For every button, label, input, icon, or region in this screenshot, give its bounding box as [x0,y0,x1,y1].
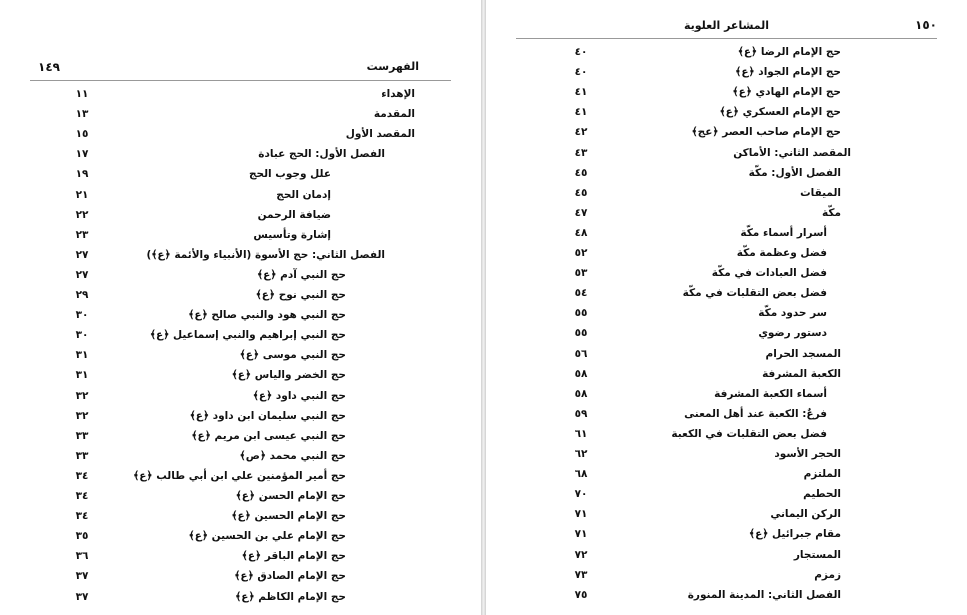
toc-entry-page-number: ٤٨ [574,226,588,239]
toc-entry-title: حج النبي آدم ﴿ع﴾ [257,268,346,281]
toc-entry-title: فرعٌ: الكعبة عند أهل المعنى [684,407,827,420]
toc-entry-title: حج الإمام الهادي ﴿ع﴾ [732,86,841,99]
toc-entry [0,506,481,526]
toc-entry-title: الميقات [800,186,841,199]
table-of-contents-left [0,0,481,615]
toc-entry [486,545,967,565]
toc-entry [0,185,481,205]
toc-entry-page-number: ٥٨ [574,367,588,380]
toc-entry-title: الحطيم [803,488,841,501]
toc-entry-page-number: ٣٤ [75,490,89,502]
toc-entry-page-number: ٧٥ [574,588,588,601]
toc-entry [0,144,481,164]
toc-entry-page-number: ٣٤ [75,469,89,482]
toc-entry-page-number: ٤٢ [574,126,588,139]
toc-entry-page-number: ٥٦ [574,347,588,360]
toc-entry-page-number: ٣١ [75,349,89,362]
toc-entry-page-number: ٧٠ [574,488,588,501]
toc-entry-page-number: ٢٧ [75,248,89,261]
toc-entry-page-number: ٢١ [75,188,89,201]
toc-entry [486,464,967,484]
toc-entry-page-number: ٥٣ [574,267,588,280]
toc-entry-page-number: ٣٦ [75,550,89,563]
toc-entry-title: الفصل الثاني: حج الأسوة (الأنبياء والأئمة ﴿ع﴾) [146,248,385,261]
toc-entry-page-number: ٤٠ [574,66,588,79]
toc-entry-page-number: ١٧ [75,148,89,161]
toc-entry-title: سر حدود مكّة [758,307,827,320]
toc-entry [486,62,967,82]
toc-entry-title: حج الإمام الصادق ﴿ع﴾ [234,570,346,583]
toc-entry-page-number: ٢٩ [75,289,89,301]
toc-entry [0,245,481,265]
toc-entry-page-number: ٤٥ [574,166,588,179]
toc-entry-title: حج الإمام علي بن الحسين ﴿ع﴾ [188,530,346,543]
toc-entry-title: الركن اليماني [770,508,841,521]
toc-entry-page-number: ٣٧ [75,590,89,603]
toc-entry-title: حج الخضر والياس ﴿ع﴾ [231,369,346,382]
toc-entry-title: حج الإمام الحسن ﴿ع﴾ [235,490,346,502]
toc-entry-title: حج أمير المؤمنين علي ابن أبي طالب ﴿ع﴾ [133,469,346,482]
toc-entry [0,406,481,426]
toc-entry-title: فضل بعض التقلبات في الكعبة [671,427,827,440]
toc-entry-page-number: ١١ [75,88,89,100]
toc-entry-page-number: ١٥ [75,128,89,141]
toc-entry-page-number: ٣٥ [75,530,89,543]
toc-entry [486,364,967,384]
toc-entry-title: الإهداء [381,88,415,100]
toc-entry [0,526,481,546]
toc-entry-title: الملتزم [803,468,841,481]
toc-entry-page-number: ٤٠ [574,46,588,58]
toc-entry-page-number: ١٣ [75,108,89,121]
toc-entry-page-number: ٥٥ [574,327,588,340]
toc-entry-page-number: ٣٠ [75,329,89,342]
toc-entry [486,82,967,102]
toc-entry-title: إشارة وتأسيس [253,228,331,241]
toc-entry-title: حج النبي داود ﴿ع﴾ [252,389,346,402]
toc-entry-page-number: ٢٣ [75,228,89,241]
toc-entry-page-number: ٣١ [75,369,89,382]
toc-entry-page-number: ٥٥ [574,307,588,320]
toc-entry-page-number: ٣٢ [75,409,89,422]
toc-entry-page-number: ٢٢ [75,208,89,221]
toc-entry [0,345,481,365]
toc-entry-page-number: ٣٤ [75,510,89,523]
toc-entry [486,102,967,122]
toc-entry [0,325,481,345]
toc-entry-page-number: ٥٤ [574,287,588,300]
toc-entry-page-number: ٥٩ [574,407,588,420]
toc-entry [486,384,967,404]
toc-entry-page-number: ٣٢ [75,389,89,402]
toc-entry [486,404,967,424]
toc-entry-page-number: ٣٧ [75,570,89,583]
toc-entry-page-number: ٤٣ [574,146,588,159]
toc-entry-title: حج النبي محمد ﴿ص﴾ [239,449,346,462]
toc-entry [0,164,481,184]
toc-entry-page-number: ٤١ [574,86,588,99]
toc-entry-title: المقدمة [373,108,415,121]
toc-entry-title: مكّة [822,206,841,219]
toc-entry [486,122,967,142]
toc-entry [486,143,967,163]
toc-entry [0,546,481,566]
toc-entry-page-number: ٣٠ [75,309,89,322]
toc-entry-page-number: ٧١ [574,528,588,541]
toc-entry [486,524,967,544]
toc-entry-page-number: ٧٢ [574,548,588,561]
toc-entry-page-number: ٣٣ [75,449,89,462]
toc-entry-title: حج الإمام العسكري ﴿ع﴾ [719,106,841,119]
toc-entry-title: حج النبي إبراهيم والنبي إسماعيل ﴿ع﴾ [149,329,346,342]
left-page [0,0,481,615]
toc-entry-page-number: ٤٥ [574,186,588,199]
toc-entry [0,486,481,506]
toc-entry-page-number: ٦٨ [574,468,588,481]
toc-entry [486,263,967,283]
toc-entry-page-number: ٤٧ [574,206,588,219]
toc-entry [0,285,481,305]
toc-entry-title: حج الإمام الحسين ﴿ع﴾ [231,510,346,523]
toc-entry [0,446,481,466]
toc-entry [0,305,481,325]
toc-entry-title: ضيافة الرحمن [257,208,331,221]
toc-entry-title: فضل العبادات في مكّة [711,267,827,280]
toc-entry-title: حج النبي نوح ﴿ع﴾ [255,289,346,301]
right-page [486,0,967,615]
toc-entry [486,223,967,243]
toc-entry-title: أسرار أسماء مكّة [740,226,827,239]
toc-entry [0,265,481,285]
toc-entry-title: حج الإمام الباقر ﴿ع﴾ [241,550,346,563]
toc-entry-page-number: ٥٢ [574,247,588,259]
toc-entry [0,205,481,225]
table-of-contents-right [486,0,967,615]
toc-entry-title: حج النبي موسى ﴿ع﴾ [239,349,346,362]
toc-entry [486,283,967,303]
toc-entry-page-number: ٣٣ [75,429,89,442]
toc-entry-page-number: ٧٣ [574,568,588,581]
toc-entry [0,426,481,446]
toc-entry [486,565,967,585]
toc-entry-title: المقصد الأول [345,128,415,141]
toc-entry [486,323,967,343]
toc-entry-page-number: ٥٨ [574,387,588,400]
toc-entry [0,104,481,124]
toc-entry [486,344,967,364]
toc-entry-title: المسجد الحرام [765,347,841,360]
toc-entry [486,163,967,183]
toc-entry [0,124,481,144]
toc-entry-title: الفصل الأول: الحج عبادة [258,148,385,161]
toc-entry-title: علل وجوب الحج [248,168,331,181]
toc-entry-title: حج الإمام الكاظم ﴿ع﴾ [235,590,346,603]
toc-entry [486,585,967,605]
toc-entry [486,203,967,223]
page-header-title: الفهرست [366,60,419,73]
toc-entry-page-number: ٧١ [574,508,588,521]
page-number: ١٥٠ [915,18,937,32]
toc-entry [0,225,481,245]
toc-entry-title: حج النبي سليمان ابن داود ﴿ع﴾ [189,409,346,422]
toc-entry-title: الكعبة المشرفة [762,367,841,380]
toc-entry-title: المستجار [793,548,841,561]
toc-entry [486,504,967,524]
toc-entry-title: فضل وعظمة مكّة [736,247,827,259]
toc-entry [486,243,967,263]
toc-entry [486,42,967,62]
toc-entry-title: الحجر الأسود [774,448,841,460]
toc-entry-title: حج النبي عيسى ابن مريم ﴿ع﴾ [191,429,346,442]
toc-entry [486,444,967,464]
toc-entry-title: الفصل الأول: مكّة [748,166,841,179]
toc-entry-title: حج الإمام الرضا ﴿ع﴾ [737,46,841,58]
toc-entry-page-number: ٢٧ [75,268,89,281]
toc-entry-title: حج الإمام الجواد ﴿ع﴾ [735,66,841,79]
page-header-title: المشاعر العلوية [683,19,770,32]
toc-entry [0,386,481,406]
toc-entry-page-number: ٦١ [574,427,588,440]
toc-entry-title: إدمان الحج [276,188,331,201]
toc-entry-page-number: ٦٢ [574,448,588,460]
toc-entry-title: حج النبي هود والنبي صالح ﴿ع﴾ [188,309,346,322]
toc-entry [486,424,967,444]
toc-entry [486,303,967,323]
toc-entry-title: حج الإمام صاحب العصر ﴿عج﴾ [691,126,841,139]
toc-entry-page-number: ١٩ [75,168,89,181]
toc-entry [0,84,481,104]
toc-entry-title: المقصد الثاني: الأماكن [733,146,851,159]
toc-entry-title: دستور رضوي [758,327,827,340]
toc-entry [0,466,481,486]
toc-entry-page-number: ٤١ [574,106,588,119]
toc-entry [486,484,967,504]
toc-entry [0,566,481,586]
toc-entry-title: فضل بعض التقلبات في مكّة [682,287,827,300]
toc-entry [0,365,481,385]
toc-entry-title: الفصل الثاني: المدينة المنورة [687,588,841,601]
toc-entry [0,587,481,607]
toc-entry-title: أسماء الكعبة المشرفة [714,387,827,400]
toc-entry [486,183,967,203]
toc-entry-title: زمزم [814,568,841,581]
toc-entry-title: مقام جبرائيل ﴿ع﴾ [748,528,841,541]
page-number: ١٤٩ [38,60,60,74]
